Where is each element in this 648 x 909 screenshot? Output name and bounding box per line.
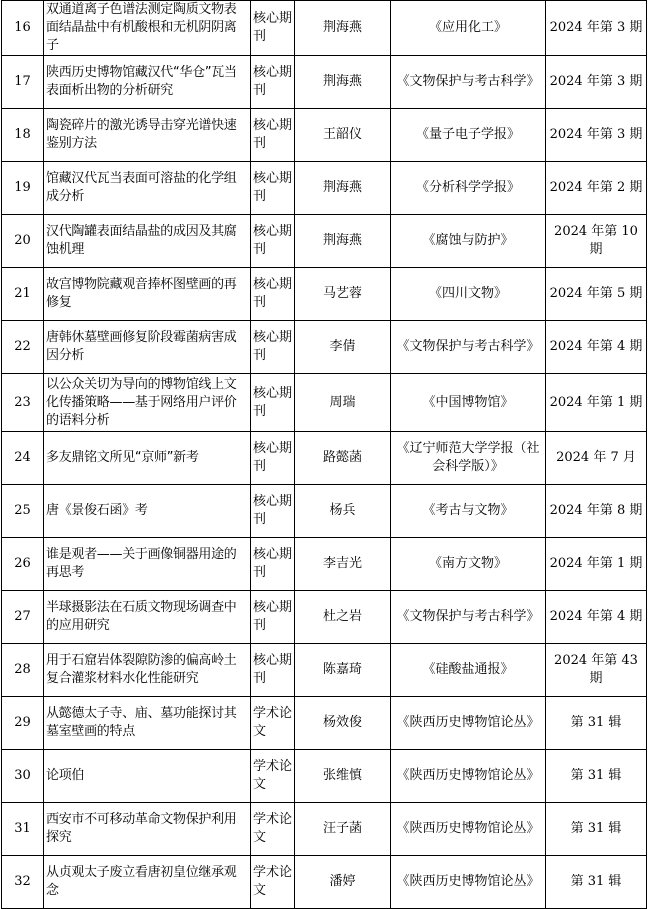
journal-name: 《陕西历史博物馆论丛》 — [391, 697, 546, 750]
journal-name: 《文物保护与考古科学》 — [391, 56, 546, 109]
table-row — [2, 485, 647, 538]
table-row — [2, 750, 647, 803]
publication-date: 2024 年第 10 期 — [546, 215, 647, 268]
publication-date: 2024 年第 3 期 — [546, 56, 647, 109]
journal-name: 《四川文物》 — [391, 268, 546, 321]
journal-name: 《量子电子学报》 — [391, 109, 546, 162]
publication-type: 核心期刊 — [251, 374, 295, 432]
publication-type: 核心期刊 — [251, 1, 295, 56]
publication-type: 学术论文 — [251, 697, 295, 750]
journal-name: 《陕西历史博物馆论丛》 — [391, 750, 546, 803]
paper-title: 以公众关切为导向的博物馆线上文化传播策略——基于网络用户评价的语料分析 — [44, 374, 251, 432]
paper-title: 馆藏汉代瓦当表面可溶盐的化学组成分析 — [44, 162, 251, 215]
table-row — [2, 803, 647, 856]
table-row — [2, 856, 647, 909]
publication-date: 2024 年第 2 期 — [546, 162, 647, 215]
paper-title: 唐韩休墓壁画修复阶段霉菌病害成因分析 — [44, 321, 251, 374]
publication-type: 核心期刊 — [251, 644, 295, 697]
table-row — [2, 321, 647, 374]
row-number: 23 — [2, 374, 44, 432]
table-row — [2, 1, 647, 56]
publication-type: 学术论文 — [251, 803, 295, 856]
author-name: 荆海燕 — [295, 215, 391, 268]
author-name: 荆海燕 — [295, 56, 391, 109]
author-name: 陈嘉琦 — [295, 644, 391, 697]
table-row — [2, 162, 647, 215]
publication-date: 2024 年第 3 期 — [546, 1, 647, 56]
table-row — [2, 644, 647, 697]
paper-title: 西安市不可移动革命文物保护利用探究 — [44, 803, 251, 856]
publication-type: 学术论文 — [251, 856, 295, 909]
publication-table-body — [2, 1, 647, 909]
paper-title: 唐《景俊石函》考 — [44, 485, 251, 538]
journal-name: 《考古与文物》 — [391, 485, 546, 538]
journal-name: 《分析科学学报》 — [391, 162, 546, 215]
author-name: 李吉光 — [295, 538, 391, 591]
row-number: 28 — [2, 644, 44, 697]
author-name: 杨效俊 — [295, 697, 391, 750]
table-row — [2, 591, 647, 644]
row-number: 26 — [2, 538, 44, 591]
publication-date: 2024 年第 1 期 — [546, 538, 647, 591]
row-number: 29 — [2, 697, 44, 750]
author-name: 李倩 — [295, 321, 391, 374]
journal-name: 《南方文物》 — [391, 538, 546, 591]
row-number: 27 — [2, 591, 44, 644]
row-number: 30 — [2, 750, 44, 803]
paper-title: 谁是观者——关于画像铜器用途的再思考 — [44, 538, 251, 591]
row-number: 22 — [2, 321, 44, 374]
journal-name: 《文物保护与考古科学》 — [391, 321, 546, 374]
table-row — [2, 109, 647, 162]
paper-title: 半球摄影法在石质文物现场调查中的应用研究 — [44, 591, 251, 644]
publication-type: 核心期刊 — [251, 109, 295, 162]
publication-type: 核心期刊 — [251, 56, 295, 109]
publication-type: 核心期刊 — [251, 268, 295, 321]
author-name: 荆海燕 — [295, 162, 391, 215]
table-row — [2, 268, 647, 321]
publication-date: 2024 年第 8 期 — [546, 485, 647, 538]
publication-date: 第 31 辑 — [546, 856, 647, 909]
publication-type: 核心期刊 — [251, 162, 295, 215]
publication-date: 第 31 辑 — [546, 750, 647, 803]
paper-title: 用于石窟岩体裂隙防渗的偏高岭土复合灌浆材料水化性能研究 — [44, 644, 251, 697]
author-name: 路懿菡 — [295, 432, 391, 485]
journal-name: 《陕西历史博物馆论丛》 — [391, 803, 546, 856]
paper-title: 陶瓷碎片的激光诱导击穿光谱快速鉴别方法 — [44, 109, 251, 162]
row-number: 32 — [2, 856, 44, 909]
publication-date: 2024 年第 4 期 — [546, 591, 647, 644]
row-number: 25 — [2, 485, 44, 538]
paper-title: 双通道离子色谱法测定陶质文物表面结晶盐中有机酸根和无机阴阴离子 — [44, 1, 251, 56]
table-row — [2, 56, 647, 109]
paper-title: 论项伯 — [44, 750, 251, 803]
table-row — [2, 697, 647, 750]
publication-type: 学术论文 — [251, 750, 295, 803]
author-name: 马艺蓉 — [295, 268, 391, 321]
publication-date: 2024 年 7 月 — [546, 432, 647, 485]
row-number: 16 — [2, 1, 44, 56]
paper-title: 故宫博物院藏观音捧杯图壁画的再修复 — [44, 268, 251, 321]
journal-name: 《辽宁师范大学学报（社会科学版）》 — [391, 432, 546, 485]
publication-type: 核心期刊 — [251, 215, 295, 268]
paper-title: 多友鼎铭文所见“京师”新考 — [44, 432, 251, 485]
publication-type: 核心期刊 — [251, 321, 295, 374]
publication-date: 2024 年第 5 期 — [546, 268, 647, 321]
row-number: 20 — [2, 215, 44, 268]
journal-name: 《中国博物馆》 — [391, 374, 546, 432]
author-name: 周瑞 — [295, 374, 391, 432]
journal-name: 《文物保护与考古科学》 — [391, 591, 546, 644]
publication-date: 第 31 辑 — [546, 803, 647, 856]
row-number: 17 — [2, 56, 44, 109]
publication-type: 核心期刊 — [251, 432, 295, 485]
author-name: 杨兵 — [295, 485, 391, 538]
publication-date: 2024 年第 43 期 — [546, 644, 647, 697]
paper-title: 汉代陶罐表面结晶盐的成因及其腐蚀机理 — [44, 215, 251, 268]
author-name: 王韶仪 — [295, 109, 391, 162]
publication-date: 2024 年第 4 期 — [546, 321, 647, 374]
table-row — [2, 538, 647, 591]
author-name: 荆海燕 — [295, 1, 391, 56]
paper-title: 陕西历史博物馆藏汉代“华仓”瓦当表面析出物的分析研究 — [44, 56, 251, 109]
publication-type: 核心期刊 — [251, 591, 295, 644]
author-name: 杜之岩 — [295, 591, 391, 644]
publication-type: 核心期刊 — [251, 538, 295, 591]
publication-type: 核心期刊 — [251, 485, 295, 538]
row-number: 21 — [2, 268, 44, 321]
table-row — [2, 432, 647, 485]
row-number: 18 — [2, 109, 44, 162]
publication-date: 2024 年第 1 期 — [546, 374, 647, 432]
paper-title: 从懿德太子寺、庙、墓功能探讨其墓室壁画的特点 — [44, 697, 251, 750]
row-number: 19 — [2, 162, 44, 215]
table-row — [2, 215, 647, 268]
author-name: 张维慎 — [295, 750, 391, 803]
table-row — [2, 374, 647, 432]
row-number: 31 — [2, 803, 44, 856]
journal-name: 《应用化工》 — [391, 1, 546, 56]
row-number: 24 — [2, 432, 44, 485]
publication-date: 第 31 辑 — [546, 697, 647, 750]
author-name: 汪子菡 — [295, 803, 391, 856]
paper-title: 从贞观太子废立看唐初皇位继承观念 — [44, 856, 251, 909]
journal-name: 《腐蚀与防护》 — [391, 215, 546, 268]
journal-name: 《硅酸盐通报》 — [391, 644, 546, 697]
publication-date: 2024 年第 3 期 — [546, 109, 647, 162]
publication-table — [1, 0, 647, 909]
journal-name: 《陕西历史博物馆论丛》 — [391, 856, 546, 909]
author-name: 潘婷 — [295, 856, 391, 909]
